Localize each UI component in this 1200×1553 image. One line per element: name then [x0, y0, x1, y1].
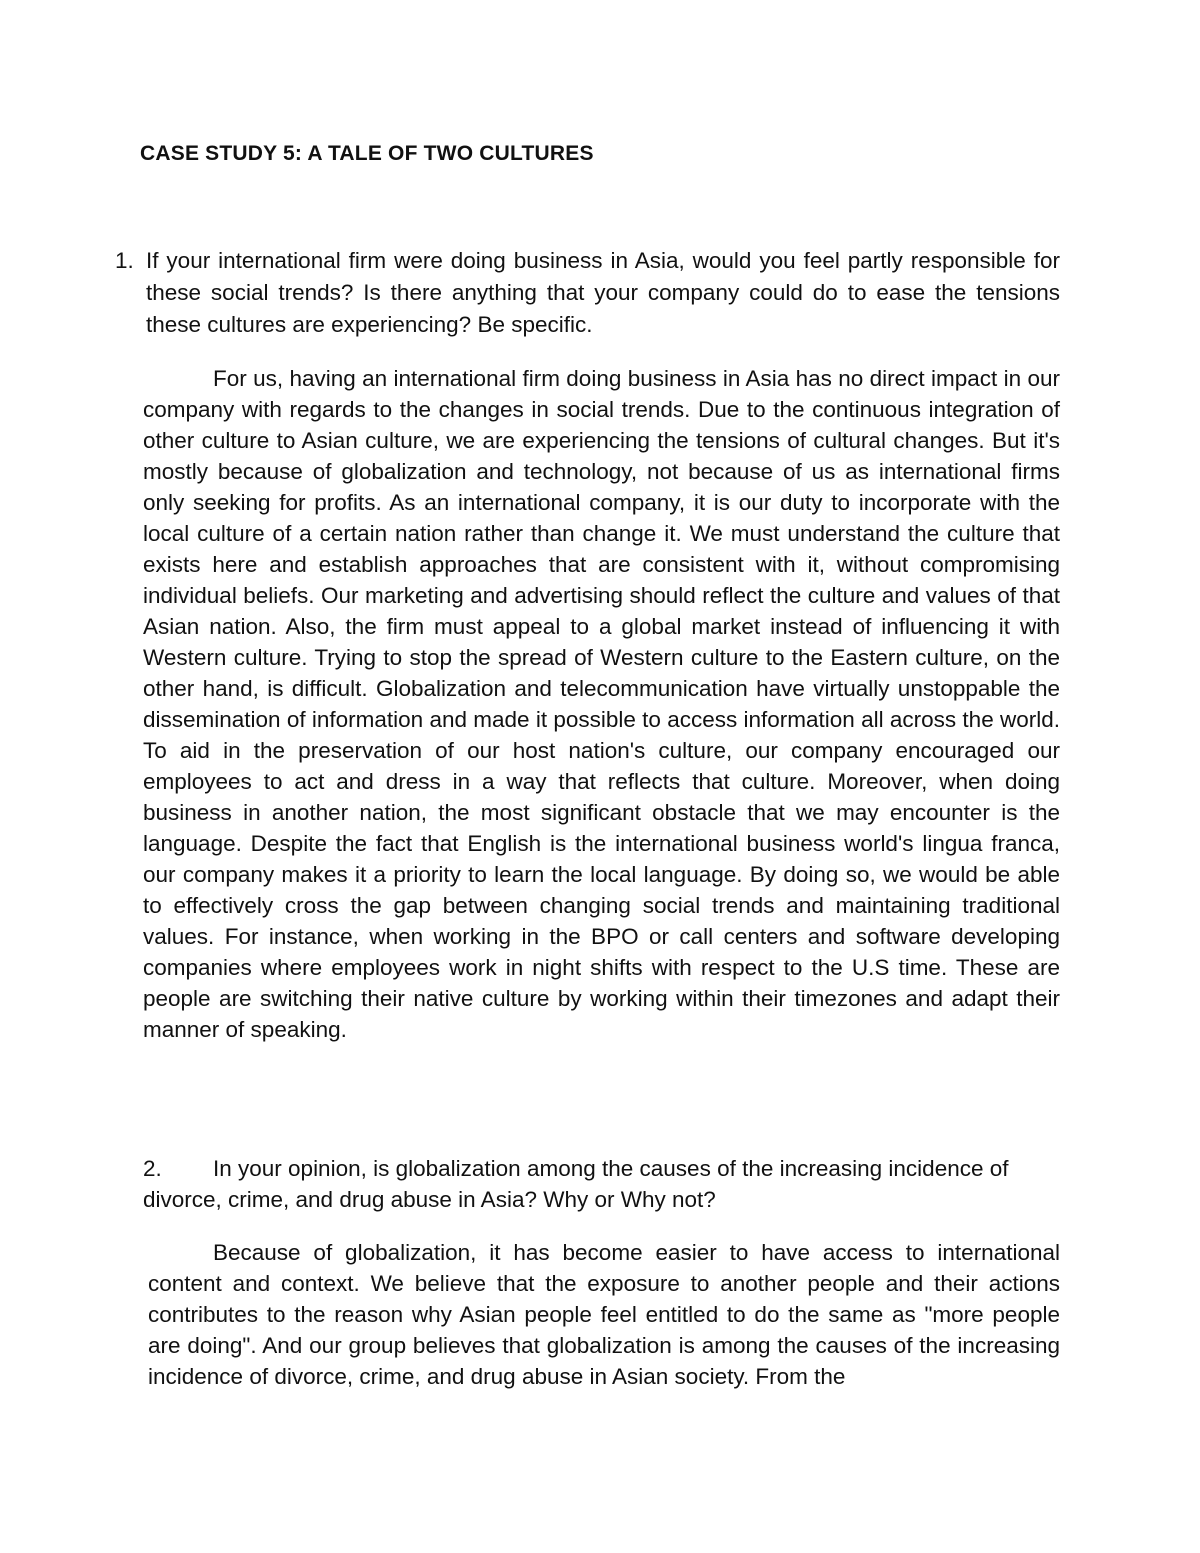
question-2-text: In your opinion, is globalization among the causes of the increasing incidence of divorce, crime, and drug abuse in Asia? Why or Why not? [143, 1156, 1009, 1212]
answer-2-paragraph: Because of globalization, it has become easier to have access to international content and context. We believe that the exposure to another people and their actions contributes to the reason why Asian people feel entitled to do the same as "more people are doing". And our group believes that globalization is among the causes of the increasing incidence of divorce, crime, and drug abuse in Asian society. From the [148, 1240, 1060, 1389]
question-2 [143, 1153, 1060, 1215]
question-1-text: If your international firm were doing business in Asia, would you feel partly responsible for these social trends? Is there anything that your company could do to ease the tensions these cultures are experiencing? Be specific. [146, 248, 1060, 337]
answer-1-paragraph: For us, having an international firm doing business in Asia has no direct impact in our company with regards to the changes in social trends. Due to the continuous integration of other culture to Asian culture, we are experiencing the tensions of cultural changes. But it's mostly because of globalization and technology, not because of us as international firms only seeking for profits. As an international company, it is our duty to incorporate with the local culture of a certain nation rather than change it. We must understand the culture that exists here and establish approaches that are consistent with it, without compromising individual beliefs. Our marketing and advertising should reflect the culture and values of that Asian nation. Also, the firm must appeal to a global market instead of influencing it with Western culture. Trying to stop the spread of Western culture to the Eastern culture, on the other hand, is difficult. Globalization and telecommunication have virtually unstoppable the dissemination of information and made it possible to access information all across the world. To aid in the preservation of our host nation's culture, our company encouraged our employees to act and dress in a way that reflects that culture. Moreover, when doing business in another nation, the most significant obstacle that we may encounter is the language. Despite the fact that English is the international business world's lingua franca, our company makes it a priority to learn the local language. By doing so, we would be able to effectively cross the gap between changing social trends and maintaining traditional values. For instance, when working in the BPO or call centers and software developing companies where employees work in night shifts with respect to the U.S time. These are people are switching their native culture by working within their timezones and adapt their manner of speaking. [143, 366, 1060, 1042]
document-title: CASE STUDY 5: A TALE OF TWO CULTURES [140, 142, 594, 165]
question-1 [115, 245, 1060, 341]
question-1-number: 1. [115, 248, 134, 273]
question-2-number: 2. [143, 1156, 162, 1181]
